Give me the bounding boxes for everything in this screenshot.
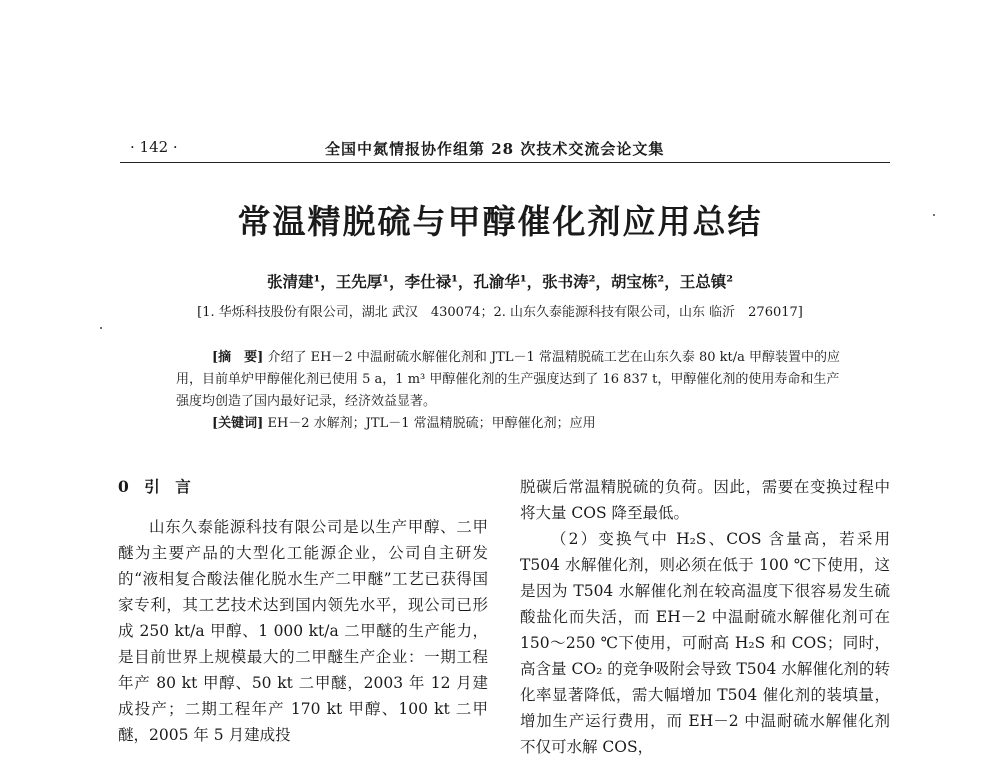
- intro-paragraph: 山东久泰能源科技有限公司是以生产甲醇、二甲醚为主要产品的大型化工能源企业，公司自主研发的“液相复合酸法催化脱水生产二甲醚”工艺已获得国家专利，其工艺技术达到国内领先水平，现公司已形成 250 kt/a 甲醇、1 000 kt/a 二甲醚的生产能力，是目前世界上规模最大的二甲醚生产企业：一期工程年产 80 kt 甲醇、50 kt 二甲醚，2003 年 12 月建成投产；二期工程年产 170 kt 甲醇、100 kt 二甲醚，2005 年 5 月建成投: [118, 518, 488, 744]
- abstract-text: 介绍了 EH－2 中温耐硫水解催化剂和 JTL－1 常温精脱硫工艺在山东久泰 80 kt/a 甲醇装置中的应用，目前单炉甲醇催化剂已使用 5 a，1 m³ 甲醇催化剂的生产强度达到了 16 837 t，甲醇催化剂的使用寿命和生产强度均创造了国内最好记录，经济效益显著。: [176, 350, 841, 409]
- page-number: · 142 ·: [130, 138, 178, 156]
- item-2-paragraph: （2）变换气中 H₂S、COS 含量高，若采用 T504 水解催化剂，则必须在低于 100 ℃下使用，这是因为 T504 水解催化剂在较高温度下很容易发生硫酸盐化而失活，而 EH－2 中温耐硫水解催化剂可在 150～250 ℃下使用，可耐高 H₂S 和 COS；同时，高含量 CO₂ 的竞争吸附会导致 T504 水解催化剂的转化率显著降低，需大幅增加 T504 催化剂的装填量，增加生产运行费用，而 EH－2 中温耐硫水解催化剂不仅可水解 COS，: [520, 530, 890, 756]
- right-column: [520, 474, 890, 760]
- section-heading: 0 引 言: [118, 477, 191, 496]
- continued-paragraph: 脱碳后常温精脱硫的负荷。因此，需要在变换过程中将大量 COS 降至最低。: [520, 478, 890, 522]
- keywords-text: EH－2 水解剂；JTL－1 常温精脱硫；甲醇催化剂；应用: [267, 416, 596, 431]
- paper-title: 常温精脱硫与甲醇催化剂应用总结: [237, 202, 763, 241]
- keywords-label: [关键词]: [212, 416, 264, 431]
- proceedings-title: 全国中氮情报协作组第 28 次技术交流会论文集: [325, 140, 665, 158]
- author-list: 张清建¹，王先厚¹，李仕禄¹，孔渝华¹，张书涛²，胡宝栋²，王总镇²: [266, 272, 734, 291]
- keywords-line: [212, 413, 841, 435]
- header-rule: [120, 162, 890, 163]
- left-column: [118, 474, 488, 748]
- scan-speck: [100, 327, 102, 329]
- affiliations: [1. 华烁科技股份有限公司，湖北 武汉 430074；2. 山东久泰能源科技有限公司，山东 临沂 276017]: [197, 305, 803, 320]
- abstract-label: [摘 要]: [212, 350, 264, 365]
- abstract-block: [176, 347, 841, 435]
- abstract-paragraph: [176, 347, 841, 413]
- scan-speck: [933, 214, 935, 216]
